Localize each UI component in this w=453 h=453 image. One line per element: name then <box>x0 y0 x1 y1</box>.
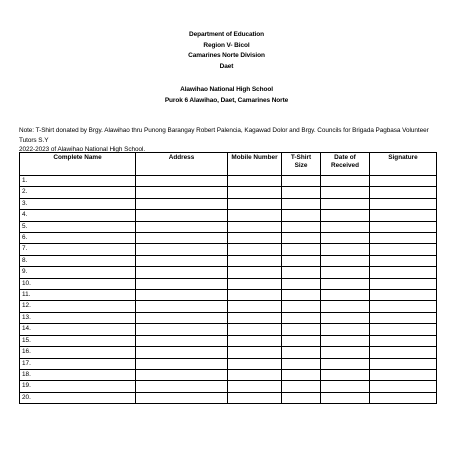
blank-cell-date-received <box>321 381 370 392</box>
blank-cell-tshirt-size <box>282 176 321 187</box>
row-number-cell: 9. <box>20 267 136 278</box>
blank-cell-signature <box>370 381 437 392</box>
blank-cell-mobile-number <box>228 392 282 403</box>
blank-cell-address <box>136 358 228 369</box>
blank-cell-tshirt-size <box>282 324 321 335</box>
blank-cell-mobile-number <box>228 381 282 392</box>
blank-cell-date-received <box>321 392 370 403</box>
blank-cell-address <box>136 312 228 323</box>
row-number-cell: 10. <box>20 278 136 289</box>
row-number-cell: 1. <box>20 176 136 187</box>
table-row <box>20 187 437 198</box>
row-number-cell: 18. <box>20 369 136 380</box>
blank-cell-mobile-number <box>228 347 282 358</box>
blank-cell-signature <box>370 255 437 266</box>
note-line-1: Note: T-Shirt donated by Brgy. Alawihao thru Punong Barangay Robert Palencia, Kagawad Dolor and Brgy. Councils for Brigada Pagbasa Volunteer Tutors S.Y <box>19 127 429 144</box>
blank-cell-mobile-number <box>228 244 282 255</box>
blank-cell-tshirt-size <box>282 312 321 323</box>
row-number-cell: 8. <box>20 255 136 266</box>
blank-cell-mobile-number <box>228 369 282 380</box>
blank-cell-address <box>136 381 228 392</box>
blank-cell-date-received <box>321 369 370 380</box>
table-row <box>20 290 437 301</box>
table-row <box>20 221 437 232</box>
table-row <box>20 255 437 266</box>
blank-cell-date-received <box>321 187 370 198</box>
blank-cell-address <box>136 267 228 278</box>
blank-cell-tshirt-size <box>282 392 321 403</box>
row-number-cell: 14. <box>20 324 136 335</box>
blank-cell-date-received <box>321 358 370 369</box>
blank-cell-mobile-number <box>228 312 282 323</box>
blank-cell-signature <box>370 347 437 358</box>
blank-cell-signature <box>370 221 437 232</box>
blank-cell-signature <box>370 267 437 278</box>
blank-cell-signature <box>370 301 437 312</box>
blank-cell-address <box>136 210 228 221</box>
blank-cell-address <box>136 392 228 403</box>
blank-cell-tshirt-size <box>282 335 321 346</box>
blank-cell-mobile-number <box>228 290 282 301</box>
blank-cell-tshirt-size <box>282 301 321 312</box>
table-row <box>20 369 437 380</box>
table-row <box>20 176 437 187</box>
blank-cell-tshirt-size <box>282 198 321 209</box>
blank-cell-address <box>136 221 228 232</box>
blank-cell-date-received <box>321 233 370 244</box>
blank-cell-signature <box>370 278 437 289</box>
blank-cell-tshirt-size <box>282 267 321 278</box>
table-row <box>20 324 437 335</box>
blank-cell-mobile-number <box>228 233 282 244</box>
blank-cell-mobile-number <box>228 267 282 278</box>
table-row <box>20 278 437 289</box>
blank-cell-tshirt-size <box>282 244 321 255</box>
blank-cell-tshirt-size <box>282 233 321 244</box>
document-header <box>0 30 453 106</box>
blank-cell-address <box>136 233 228 244</box>
blank-cell-date-received <box>321 255 370 266</box>
row-number-cell: 2. <box>20 187 136 198</box>
blank-cell-date-received <box>321 278 370 289</box>
donation-note <box>19 126 441 155</box>
blank-cell-mobile-number <box>228 255 282 266</box>
table-row <box>20 392 437 403</box>
blank-cell-date-received <box>321 244 370 255</box>
table-row <box>20 233 437 244</box>
blank-cell-address <box>136 335 228 346</box>
blank-cell-signature <box>370 210 437 221</box>
blank-cell-tshirt-size <box>282 381 321 392</box>
blank-cell-date-received <box>321 198 370 209</box>
blank-cell-mobile-number <box>228 301 282 312</box>
blank-cell-address <box>136 176 228 187</box>
blank-cell-tshirt-size <box>282 347 321 358</box>
blank-cell-mobile-number <box>228 335 282 346</box>
school-address: Purok 6 Alawihao, Daet, Camarines Norte <box>164 96 289 104</box>
blank-cell-date-received <box>321 301 370 312</box>
column-header-complete-name: Complete Name <box>20 153 136 176</box>
blank-cell-tshirt-size <box>282 278 321 289</box>
table-row <box>20 267 437 278</box>
column-header-address: Address <box>136 153 228 176</box>
blank-cell-address <box>136 255 228 266</box>
blank-cell-tshirt-size <box>282 187 321 198</box>
table-row <box>20 198 437 209</box>
blank-cell-mobile-number <box>228 198 282 209</box>
blank-cell-address <box>136 347 228 358</box>
blank-cell-address <box>136 278 228 289</box>
table-row <box>20 244 437 255</box>
row-number-cell: 12. <box>20 301 136 312</box>
row-number-cell: 7. <box>20 244 136 255</box>
column-header-signature: Signature <box>370 153 437 176</box>
table-row <box>20 347 437 358</box>
blank-cell-address <box>136 187 228 198</box>
blank-cell-date-received <box>321 324 370 335</box>
table-row <box>20 210 437 221</box>
header-spacer <box>0 72 453 85</box>
blank-cell-mobile-number <box>228 358 282 369</box>
row-number-cell: 11. <box>20 290 136 301</box>
blank-cell-signature <box>370 198 437 209</box>
blank-cell-mobile-number <box>228 324 282 335</box>
blank-cell-tshirt-size <box>282 369 321 380</box>
blank-cell-signature <box>370 244 437 255</box>
blank-cell-tshirt-size <box>282 290 321 301</box>
column-header-mobile-number: Mobile Number <box>228 153 282 176</box>
row-number-cell: 20. <box>20 392 136 403</box>
table-row <box>20 358 437 369</box>
blank-cell-signature <box>370 233 437 244</box>
table-row <box>20 335 437 346</box>
blank-cell-address <box>136 244 228 255</box>
blank-cell-tshirt-size <box>282 210 321 221</box>
blank-cell-mobile-number <box>228 187 282 198</box>
blank-cell-signature <box>370 369 437 380</box>
blank-cell-date-received <box>321 335 370 346</box>
row-number-cell: 13. <box>20 312 136 323</box>
table-row <box>20 312 437 323</box>
blank-cell-address <box>136 290 228 301</box>
blank-cell-signature <box>370 176 437 187</box>
blank-cell-tshirt-size <box>282 221 321 232</box>
blank-cell-date-received <box>321 312 370 323</box>
table-row <box>20 301 437 312</box>
row-number-cell: 16. <box>20 347 136 358</box>
row-number-cell: 15. <box>20 335 136 346</box>
blank-cell-signature <box>370 312 437 323</box>
blank-cell-date-received <box>321 221 370 232</box>
row-number-cell: 5. <box>20 221 136 232</box>
table-body <box>20 176 437 404</box>
blank-cell-mobile-number <box>228 176 282 187</box>
note-line-2: 2022-2023 of Alawihao National High School. <box>19 146 146 153</box>
division-name: Camarines Norte Division <box>188 52 265 59</box>
column-header-date-received: Date of Received <box>321 153 370 176</box>
row-number-cell: 6. <box>20 233 136 244</box>
row-number-cell: 3. <box>20 198 136 209</box>
department-name: Department of Education <box>189 31 264 38</box>
column-header-tshirt-size: T-Shirt Size <box>282 153 321 176</box>
table-row <box>20 381 437 392</box>
blank-cell-signature <box>370 392 437 403</box>
blank-cell-mobile-number <box>228 221 282 232</box>
row-number-cell: 4. <box>20 210 136 221</box>
row-number-cell: 17. <box>20 358 136 369</box>
school-name: Alawihao National High School <box>180 86 273 93</box>
blank-cell-date-received <box>321 290 370 301</box>
blank-cell-address <box>136 369 228 380</box>
blank-cell-address <box>136 324 228 335</box>
blank-cell-mobile-number <box>228 278 282 289</box>
blank-cell-address <box>136 198 228 209</box>
blank-cell-address <box>136 301 228 312</box>
table-header-row <box>20 153 437 176</box>
blank-cell-signature <box>370 187 437 198</box>
blank-cell-signature <box>370 335 437 346</box>
blank-cell-date-received <box>321 267 370 278</box>
blank-cell-date-received <box>321 347 370 358</box>
blank-cell-tshirt-size <box>282 255 321 266</box>
blank-cell-tshirt-size <box>282 358 321 369</box>
row-number-cell: 19. <box>20 381 136 392</box>
blank-cell-date-received <box>321 210 370 221</box>
blank-cell-mobile-number <box>228 210 282 221</box>
blank-cell-signature <box>370 324 437 335</box>
region-name: Region V- Bicol <box>203 41 250 49</box>
city-name: Daet <box>219 62 234 70</box>
blank-cell-date-received <box>321 176 370 187</box>
blank-cell-signature <box>370 358 437 369</box>
recipient-table <box>19 152 437 404</box>
blank-cell-signature <box>370 290 437 301</box>
